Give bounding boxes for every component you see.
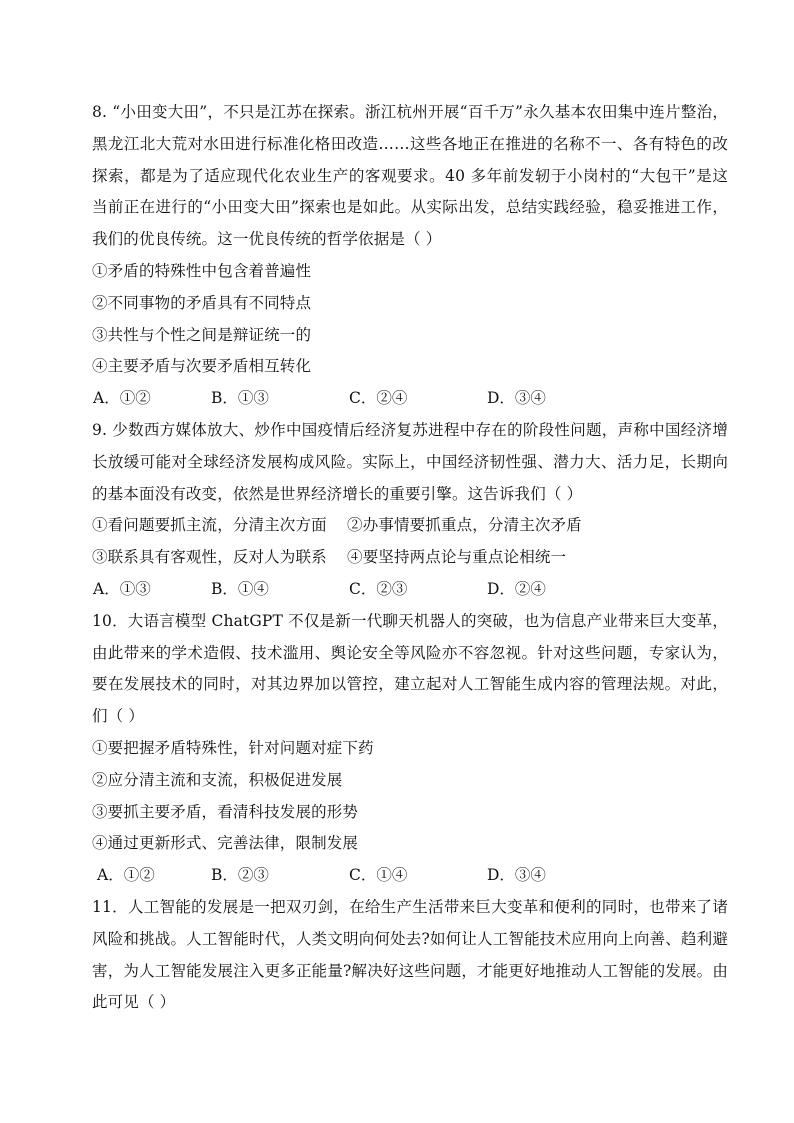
exam-content bbox=[92, 97, 728, 1019]
question-10-stem-line-1: 10．大语言模型 ChatGPT 不仅是新一代聊天机器人的突破，也为信息产业带来巨大变革， bbox=[92, 611, 728, 630]
question-10-stem-line-2: 由此带来的学术造假、技术滥用、舆论安全等风险亦不容忽视。针对这些问题，专家认为， bbox=[92, 643, 728, 662]
question-10-statement-2: ②应分清主流和支流，积极促进发展 bbox=[92, 770, 343, 789]
question-10-stem-line-4: 们（ ） bbox=[92, 707, 145, 726]
question-10-statement-1: ①要把握矛盾特殊性，针对问题对症下药 bbox=[92, 738, 374, 757]
question-9-statement-1-2: ①看问题要抓主流，分清主次方面 ②办事情要抓重点，分清主次矛盾 bbox=[92, 516, 582, 535]
question-8-options bbox=[93, 383, 728, 415]
question-10-statement-3: ③要抓主要矛盾，看清科技发展的形势 bbox=[92, 802, 359, 821]
question-8-statement-4: ④主要矛盾与次要矛盾相互转化 bbox=[92, 357, 312, 376]
question-11-stem-line-3: 害，为人工智能发展注入更多正能量?解决好这些问题，才能更好地推动人工智能的发展。由 bbox=[92, 961, 728, 980]
question-10-option-c: C．①④ bbox=[349, 866, 408, 885]
question-8-option-c: C．②④ bbox=[349, 389, 408, 408]
question-8 bbox=[92, 97, 728, 415]
question-9-stem-line-2: 长放缓可能对全球经济发展构成风险。实际上，中国经济韧性强、潜力大、活力足，长期向 bbox=[92, 452, 728, 471]
question-8-stem-line-1: 8. “小田变大田”，不只是江苏在探索。浙江杭州开展“百千万”永久基本农田集中连片整治， bbox=[92, 103, 728, 121]
question-8-option-d: D．③④ bbox=[487, 389, 546, 408]
question-10-statement-4: ④通过更新形式、完善法律，限制发展 bbox=[92, 834, 359, 853]
question-8-statement-2: ②不同事物的矛盾具有不同特点 bbox=[92, 293, 312, 312]
question-9-option-d: D．②④ bbox=[487, 579, 546, 598]
question-10-options bbox=[97, 860, 728, 892]
question-11-stem-line-2: 风险和挑战。人工智能时代，人类文明向何处去?如何让人工智能技术应用向上向善、趋利避 bbox=[92, 929, 728, 948]
question-9 bbox=[92, 415, 728, 606]
question-8-stem-line-5: 我们的优良传统。这一优良传统的哲学依据是（ ） bbox=[92, 230, 442, 249]
question-8-statement-3: ③共性与个性之间是辩证统一的 bbox=[92, 325, 312, 344]
question-9-statement-3-4: ③联系具有客观性，反对人为联系 ④要坚持两点论与重点论相统一 bbox=[92, 548, 567, 567]
question-10-option-d: D．③④ bbox=[487, 866, 546, 885]
question-9-option-b: B．①④ bbox=[211, 579, 269, 598]
question-11-stem-line-1: 11．人工智能的发展是一把双刃剑，在给生产生活带来巨大变革和便利的同时，也带来了诸 bbox=[92, 897, 728, 916]
question-8-option-a: A．①② bbox=[93, 389, 151, 408]
question-10-stem-line-3: 要在发展技术的同时，对其边界加以管控，建立起对人工智能生成内容的管理法规。对此， bbox=[92, 675, 728, 694]
question-8-stem-line-3: 探索，都是为了适应现代化农业生产的客观要求。40 多年前发轫于小岗村的“大包干”是这 bbox=[92, 166, 728, 185]
question-9-option-c: C．②③ bbox=[349, 579, 408, 598]
question-8-statement-1: ①矛盾的特殊性中包含着普遍性 bbox=[92, 261, 312, 280]
question-8-stem-line-2: 黑龙江北大荒对水田进行标准化格田改造……这些各地正在推进的名称不一、各有特色的改 bbox=[92, 134, 728, 153]
question-11 bbox=[92, 892, 728, 1019]
question-10-option-b: B．②③ bbox=[211, 866, 269, 885]
question-11-stem-line-4: 此可见（ ） bbox=[92, 993, 176, 1012]
question-9-options bbox=[93, 574, 728, 606]
question-9-stem-line-1: 9. 少数西方媒体放大、炒作中国疫情后经济复苏进程中存在的阶段性问题，声称中国经济增 bbox=[92, 420, 728, 439]
question-8-option-b: B．①③ bbox=[211, 389, 269, 408]
question-10-option-a: A．①② bbox=[97, 866, 155, 885]
question-8-stem-line-4: 当前正在进行的“小田变大田”探索也是如此。从实际出发，总结实践经验，稳妥推进工作， bbox=[92, 198, 728, 217]
question-9-option-a: A．①③ bbox=[93, 579, 151, 598]
question-9-stem-line-3: 的基本面没有改变，依然是世界经济增长的重要引擎。这告诉我们（ ） bbox=[92, 484, 583, 503]
question-10 bbox=[92, 606, 728, 892]
